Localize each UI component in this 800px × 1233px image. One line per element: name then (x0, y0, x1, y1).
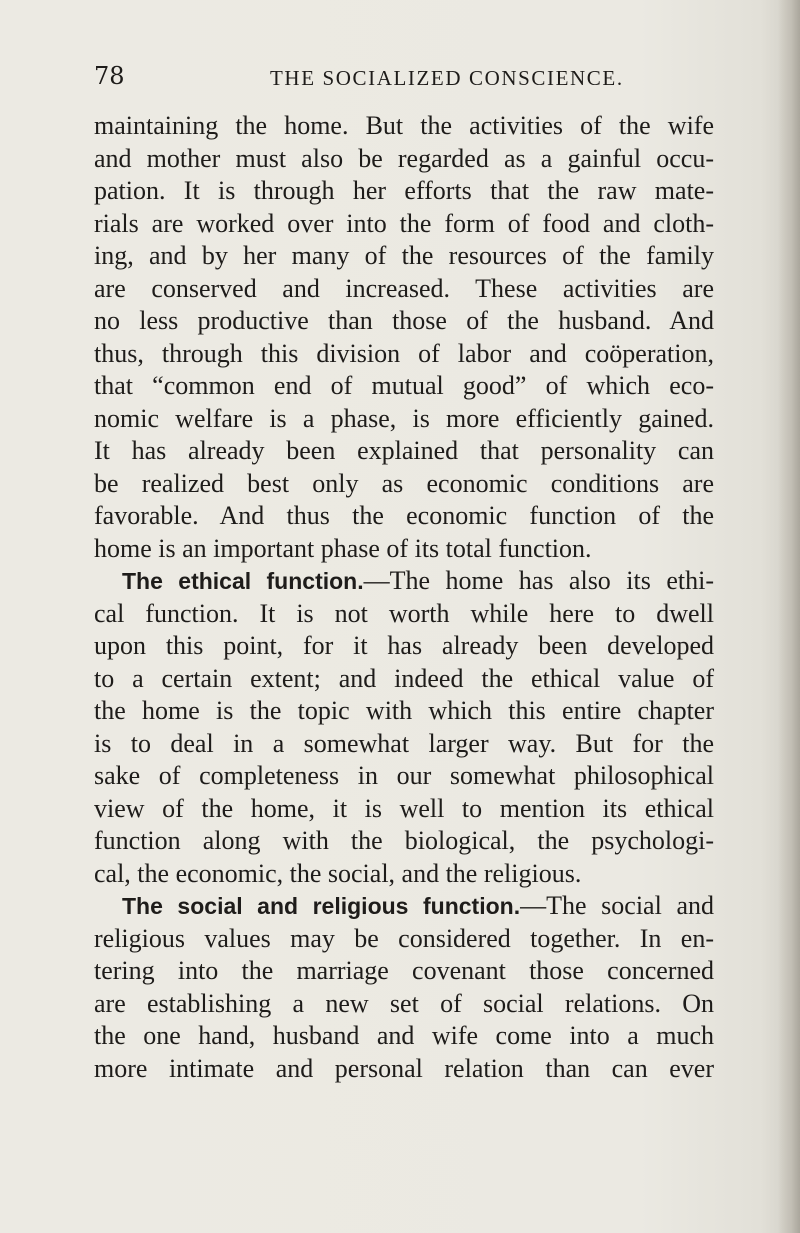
text-line: maintaining the home. But the activities of the wife (94, 111, 714, 140)
section-heading-social: The social and religious function. (122, 893, 521, 919)
section-social-first-line (94, 890, 714, 923)
text-line: tering into the marriage covenant those concerned (94, 956, 714, 985)
text-line: pation. It is through her efforts that the raw mate- (94, 176, 714, 205)
text-line: no less productive than those of the husband. And (94, 306, 714, 335)
section-ethical-line-rest: —The home has also its ethi- (363, 566, 715, 595)
text-line: home is an important phase of its total function. (94, 533, 592, 563)
text-line: that “common end of mutual good” of which eco- (94, 371, 714, 400)
page-edge-shadow (778, 0, 800, 1233)
text-line: rials are worked over into the form of food and cloth- (94, 208, 714, 238)
text-line: the home is the topic with which this entire chapter (94, 696, 714, 725)
text-line: are conserved and increased. These activities are (94, 273, 714, 303)
text-line: It has already been explained that personality can (94, 436, 714, 465)
text-line: be realized best only as economic conditions are (94, 468, 714, 498)
text-line: function along with the biological, the psychologi- (94, 826, 714, 855)
text-line: religious values may be considered together. In en- (94, 923, 714, 953)
section-heading-ethical: The ethical function. (122, 568, 364, 594)
text-line: sake of completeness in our somewhat philosophical (94, 761, 714, 790)
text-line: cal, the economic, the social, and the religious. (94, 858, 582, 888)
text-line: and mother must also be regarded as a gainful occu- (94, 143, 714, 173)
page-header (94, 62, 714, 92)
text-line: is to deal in a somewhat larger way. But for the (94, 728, 714, 758)
text-line: cal function. It is not worth while here to dwell (94, 598, 714, 628)
text-line: favorable. And thus the economic function of the (94, 501, 714, 530)
text-line: the one hand, husband and wife come into a much (94, 1021, 714, 1050)
running-title: THE SOCIALIZED CONSCIENCE. (270, 66, 624, 90)
text-line: upon this point, for it has already been developed (94, 631, 714, 660)
section-ethical-first-line (94, 565, 714, 598)
text-line: to a certain extent; and indeed the ethical value of (94, 663, 714, 693)
page-number: 78 (94, 62, 125, 90)
text-line: more intimate and personal relation than can ever (94, 1053, 714, 1083)
text-line: ing, and by her many of the resources of the family (94, 241, 714, 270)
body-text (94, 110, 714, 1085)
section-social-line-rest: —The social and (520, 891, 715, 920)
text-line: thus, through this division of labor and coöperation, (94, 338, 714, 368)
text-line: nomic welfare is a phase, is more efficiently gained. (94, 403, 714, 433)
text-line: are establishing a new set of social relations. On (94, 988, 714, 1018)
text-line: view of the home, it is well to mention its ethical (94, 793, 714, 823)
